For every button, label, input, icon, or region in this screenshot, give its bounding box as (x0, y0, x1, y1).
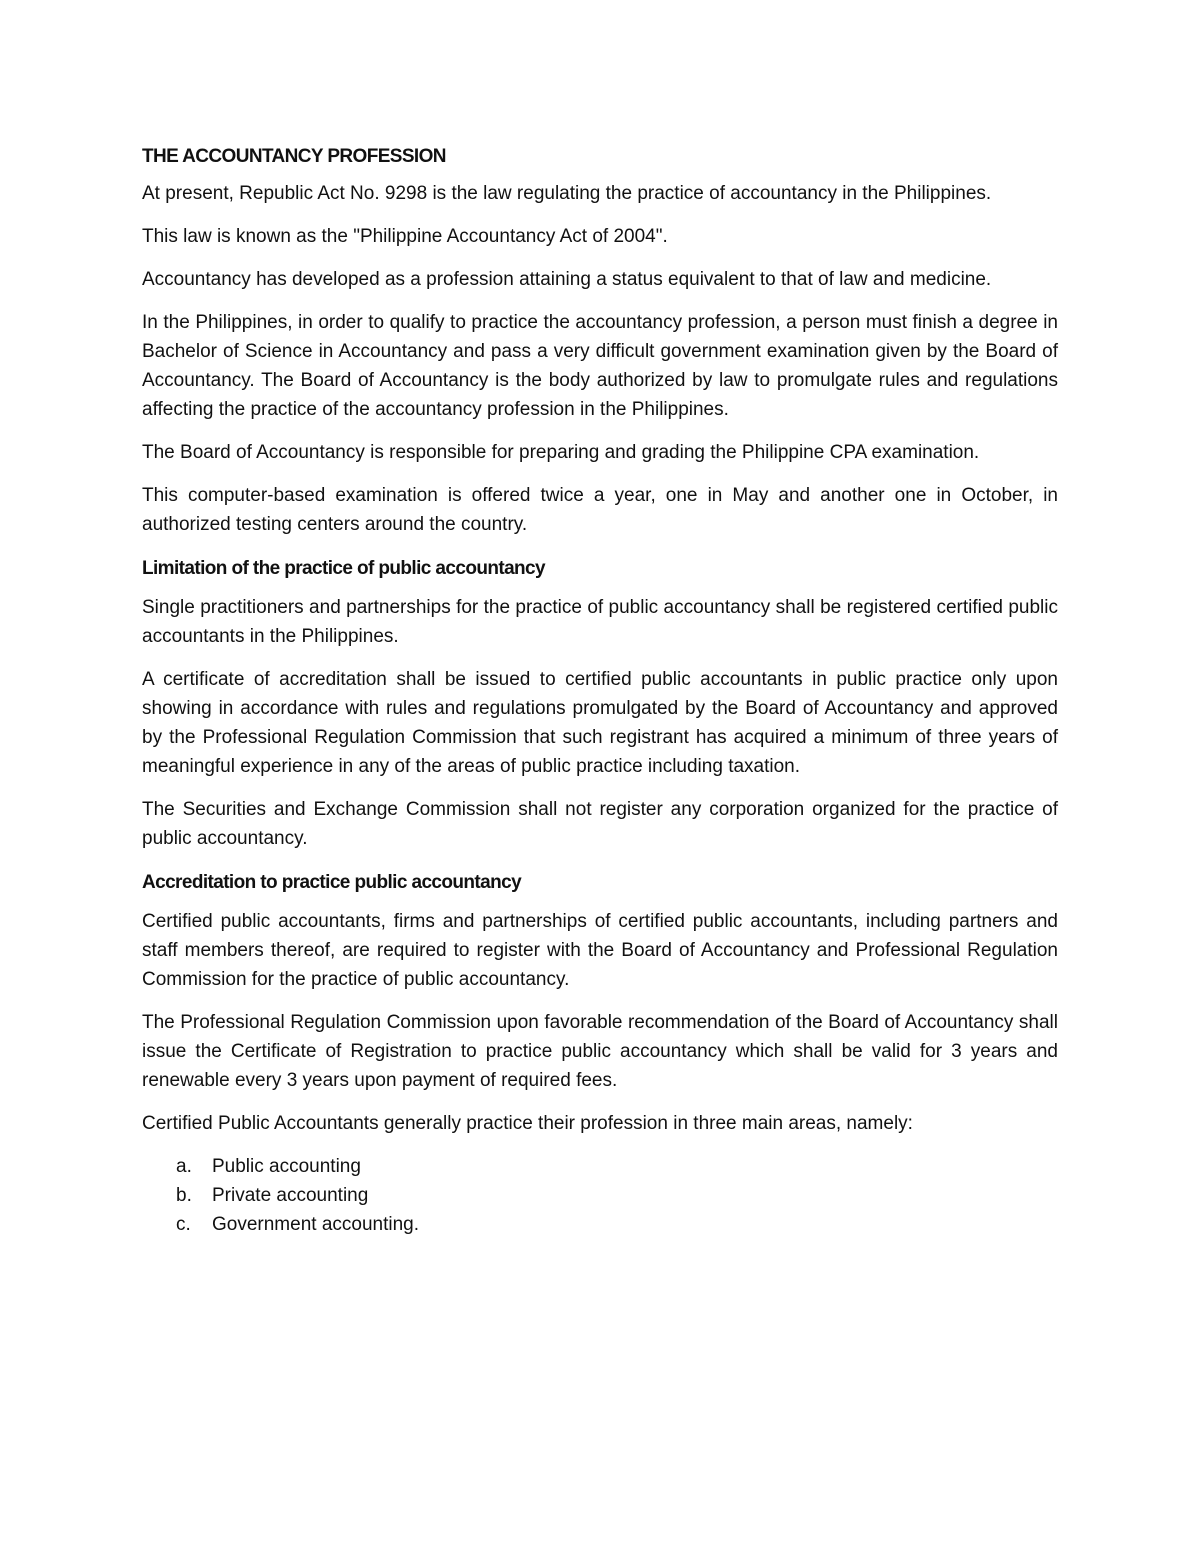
paragraph: This computer-based examination is offered twice a year, one in May and another one in October, in authorized testing centers around the country. (142, 485, 1058, 535)
paragraph: The Board of Accountancy is responsible for preparing and grading the Philippine CPA examination. (142, 442, 980, 463)
list-item (176, 1181, 1058, 1210)
paragraph: Single practitioners and partnerships for the practice of public accountancy shall be registered certified public accountants in the Philippines. (142, 597, 1058, 647)
paragraph: This law is known as the "Philippine Accountancy Act of 2004". (142, 226, 668, 247)
paragraph: The Securities and Exchange Commission shall not register any corporation organized for the practice of public accountancy. (142, 799, 1058, 849)
list-item-text: Private accounting (212, 1185, 369, 1206)
document-page (142, 143, 1058, 1239)
paragraph: At present, Republic Act No. 9298 is the law regulating the practice of accountancy in the Philippines. (142, 183, 992, 204)
paragraph: Certified public accountants, firms and partnerships of certified public accountants, including partners and staff members thereof, are required to register with the Board of Accountancy and Professional Regulation Commission for the practice of public accountancy. (142, 911, 1058, 990)
paragraph: Accountancy has developed as a profession attaining a status equivalent to that of law and medicine. (142, 269, 992, 290)
list-item (176, 1152, 1058, 1181)
practice-areas-list (142, 1152, 1058, 1239)
list-item-text: Public accounting (212, 1156, 361, 1177)
paragraph: The Professional Regulation Commission upon favorable recommendation of the Board of Accountancy shall issue the Certificate of Registration to practice public accountancy which shall be valid for 3 years and renewable every 3 years upon payment of required fees. (142, 1012, 1058, 1091)
document-title: THE ACCOUNTANCY PROFESSION (142, 146, 446, 167)
list-item-text: Government accounting. (212, 1214, 420, 1235)
paragraph: In the Philippines, in order to qualify to practice the accountancy profession, a person must finish a degree in Bachelor of Science in Accountancy and pass a very difficult government examination given by the Board of Accountancy. The Board of Accountancy is the body authorized by law to promulgate rules and regulations affecting the practice of the accountancy profession in the Philippines. (142, 312, 1058, 420)
list-item (176, 1210, 1058, 1239)
paragraph: Certified Public Accountants generally practice their profession in three main areas, namely: (142, 1113, 913, 1134)
paragraph: A certificate of accreditation shall be issued to certified public accountants in public practice only upon showing in accordance with rules and regulations promulgated by the Board of Accountancy and approved by the Professional Regulation Commission that such registrant has acquired a minimum of three years of meaningful experience in any of the areas of public practice including taxation. (142, 669, 1058, 777)
list-marker: a. (176, 1156, 192, 1177)
list-marker: c. (176, 1214, 191, 1235)
section-heading-accreditation: Accreditation to practice public accountancy (142, 872, 522, 893)
section-heading-limitation: Limitation of the practice of public accountancy (142, 558, 545, 579)
list-marker: b. (176, 1185, 192, 1206)
